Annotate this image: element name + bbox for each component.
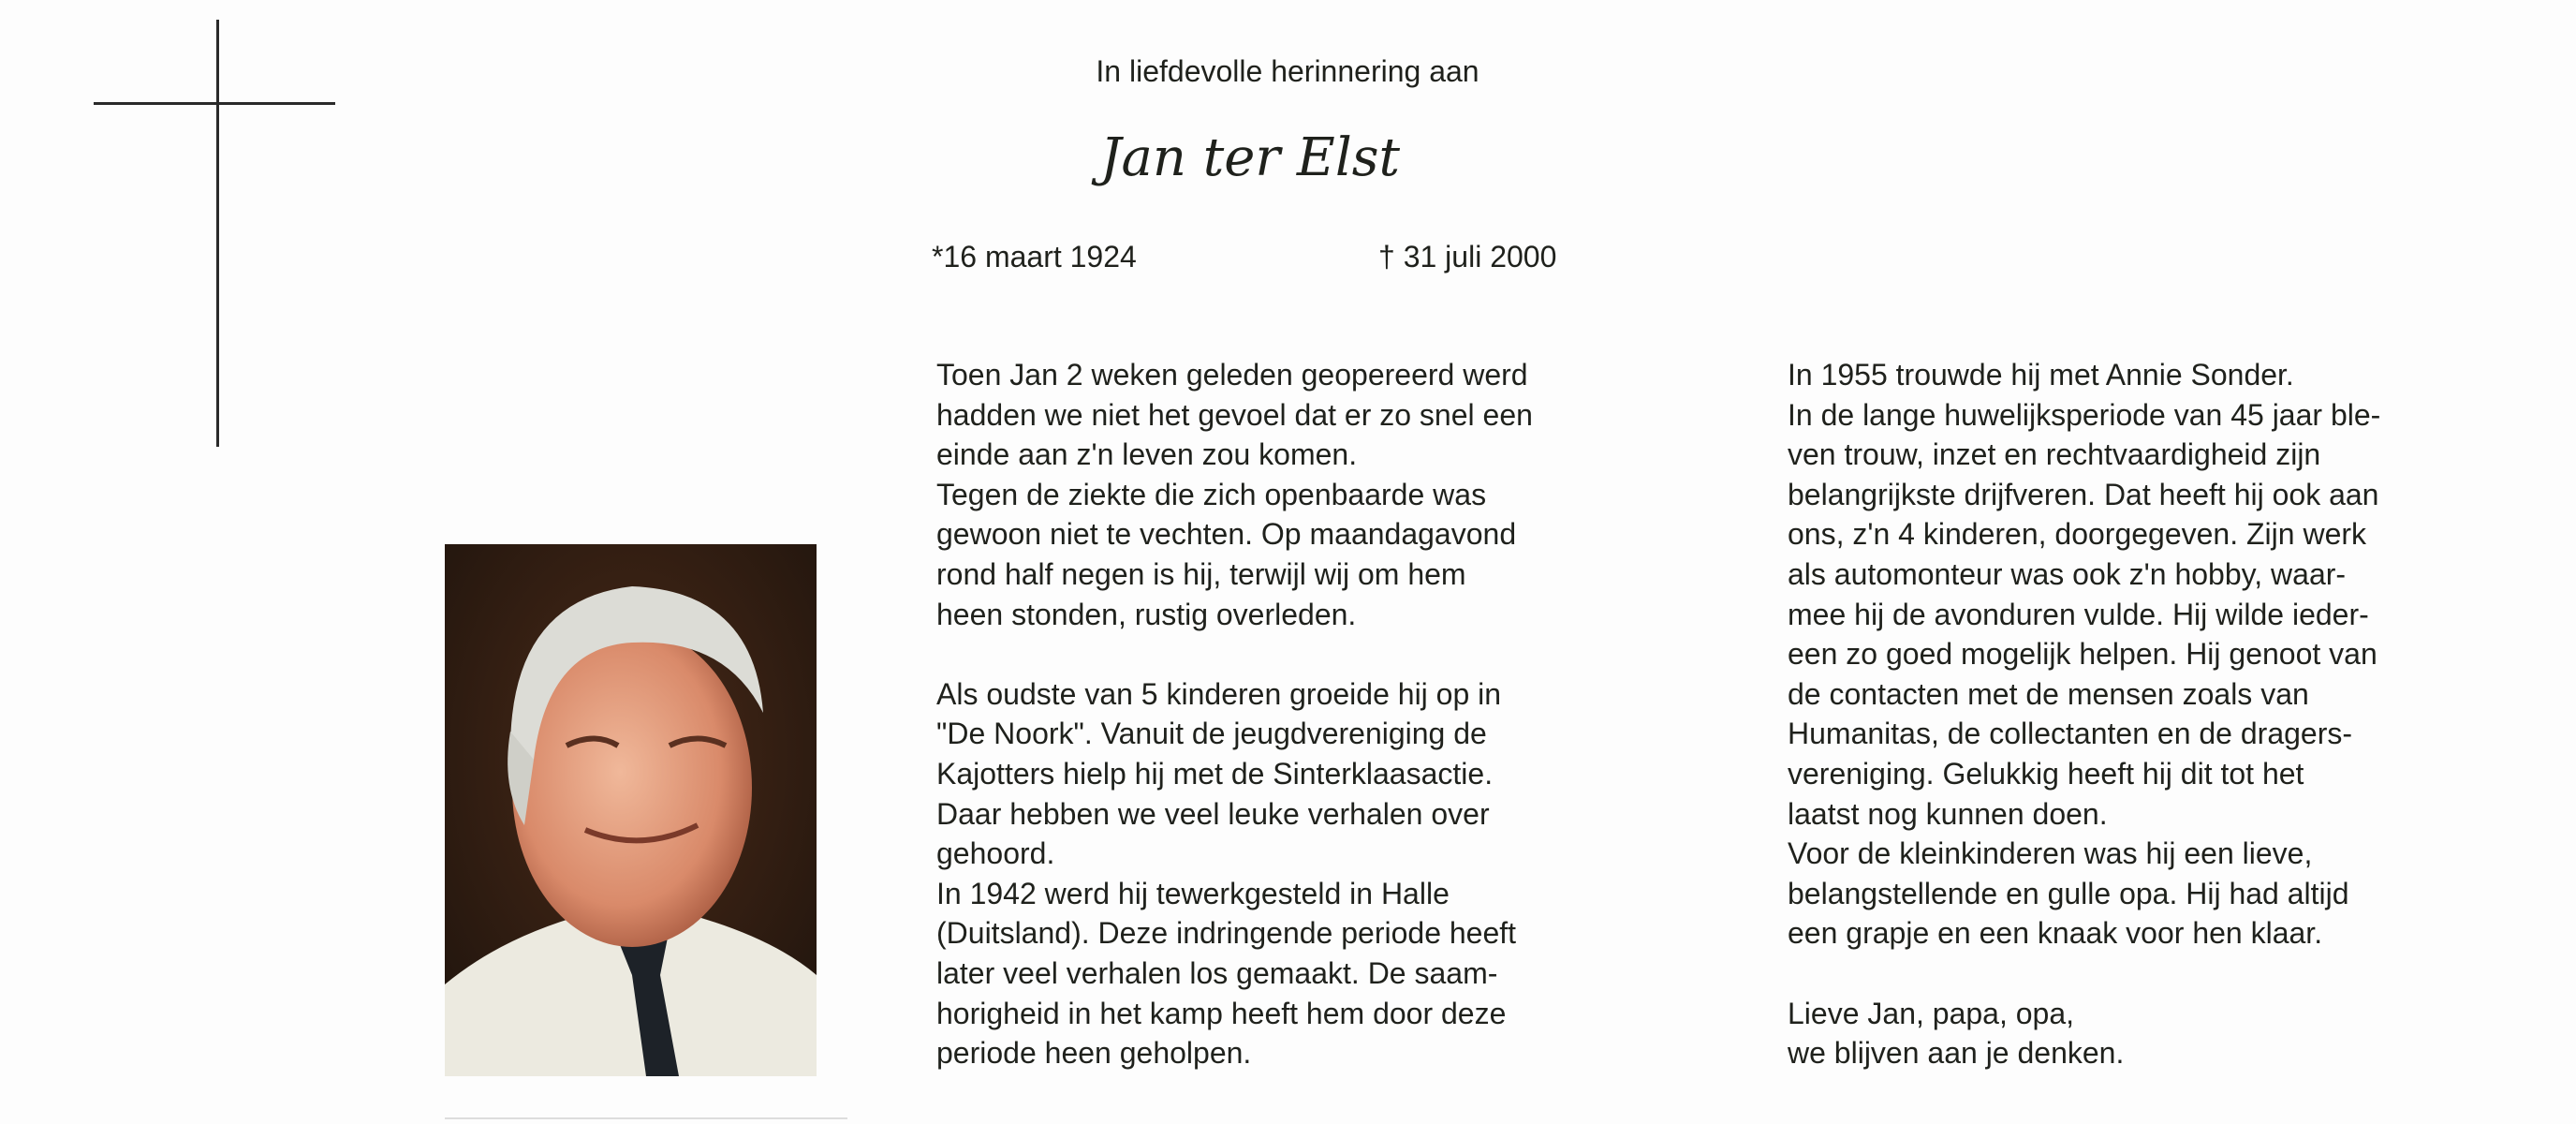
text-line: Humanitas, de collectanten en de dragers- [1788, 717, 2353, 751]
text-line: Als oudste van 5 kinderen groeide hij op in [936, 676, 1502, 711]
text-line: Lieve Jan, papa, opa, [1788, 996, 2075, 1030]
text-line: Daar hebben we veel leuke verhalen over [936, 796, 1490, 831]
text-line: Voor de kleinkinderen was hij een lieve, [1788, 836, 2313, 871]
text-line: heen stonden, rustig overleden. [936, 597, 1357, 631]
birth-date: *16 maart 1924 [932, 240, 1137, 274]
text-line: als automonteur was ook z'n hobby, waar- [1788, 556, 2347, 591]
text-line: In de lange huwelijksperiode van 45 jaar ble- [1788, 397, 2381, 432]
right-text-column [1788, 355, 2380, 1073]
text-line: een zo goed mogelijk helpen. Hij genoot van [1788, 637, 2377, 672]
text-line: horigheid in het kamp heeft hem door deze [936, 996, 1507, 1030]
text-line: (Duitsland). Deze indringende periode heeft [936, 916, 1517, 951]
paragraph-gap [1788, 954, 2380, 994]
text-line: de contacten met de mensen zoals van [1788, 676, 2309, 711]
text-line: Toen Jan 2 weken geleden geopereerd werd [936, 358, 1528, 392]
paragraph-gap [936, 634, 1533, 674]
text-line: In 1942 werd hij tewerkgesteld in Halle [936, 876, 1450, 910]
text-line: periode heen geholpen. [936, 1036, 1252, 1071]
portrait-photo [445, 544, 817, 1076]
text-line: belangrijkste drijfveren. Dat heeft hij ook aan [1788, 477, 2379, 511]
text-line: later veel verhalen los gemaakt. De saam- [936, 955, 1498, 990]
text-line: we blijven aan je denken. [1788, 1036, 2125, 1071]
text-line: In 1955 trouwde hij met Annie Sonder. [1788, 358, 2294, 392]
text-line: vereniging. Gelukkig heeft hij dit tot het [1788, 756, 2304, 791]
cross-icon [216, 20, 219, 447]
left-text-column [936, 355, 1533, 1073]
text-line: gehoord. [936, 836, 1055, 871]
text-line: rond half negen is hij, terwijl wij om hem [936, 556, 1466, 591]
text-line: Tegen de ziekte die zich openbaarde was [936, 477, 1487, 511]
text-line: Kajotters hielp hij met de Sinterklaasactie. [936, 756, 1494, 791]
death-date: † 31 juli 2000 [1378, 240, 1557, 274]
text-line: belangstellende en gulle opa. Hij had altijd [1788, 876, 2349, 910]
text-line: laatst nog kunnen doen. [1788, 796, 2108, 831]
text-line: gewoon niet te vechten. Op maandagavond [936, 517, 1517, 552]
cross-icon-bar [94, 102, 335, 105]
text-line: ven trouw, inzet en rechtvaardigheid zijn [1788, 437, 2321, 472]
text-line: einde aan z'n leven zou komen. [936, 437, 1358, 472]
text-line: ons, z'n 4 kinderen, doorgegeven. Zijn werk [1788, 517, 2367, 552]
deceased-name: Jan ter Elst [1100, 127, 1400, 188]
divider [445, 1117, 847, 1119]
intro-text: In liefdevolle herinnering aan [1096, 54, 1479, 88]
text-line: mee hij de avonduren vulde. Hij wilde ieder- [1788, 597, 2369, 631]
text-line: een grapje en een knaak voor hen klaar. [1788, 916, 2323, 951]
text-line: hadden we niet het gevoel dat er zo snel een [936, 397, 1533, 432]
text-line: "De Noork". Vanuit de jeugdvereniging de [936, 717, 1487, 751]
